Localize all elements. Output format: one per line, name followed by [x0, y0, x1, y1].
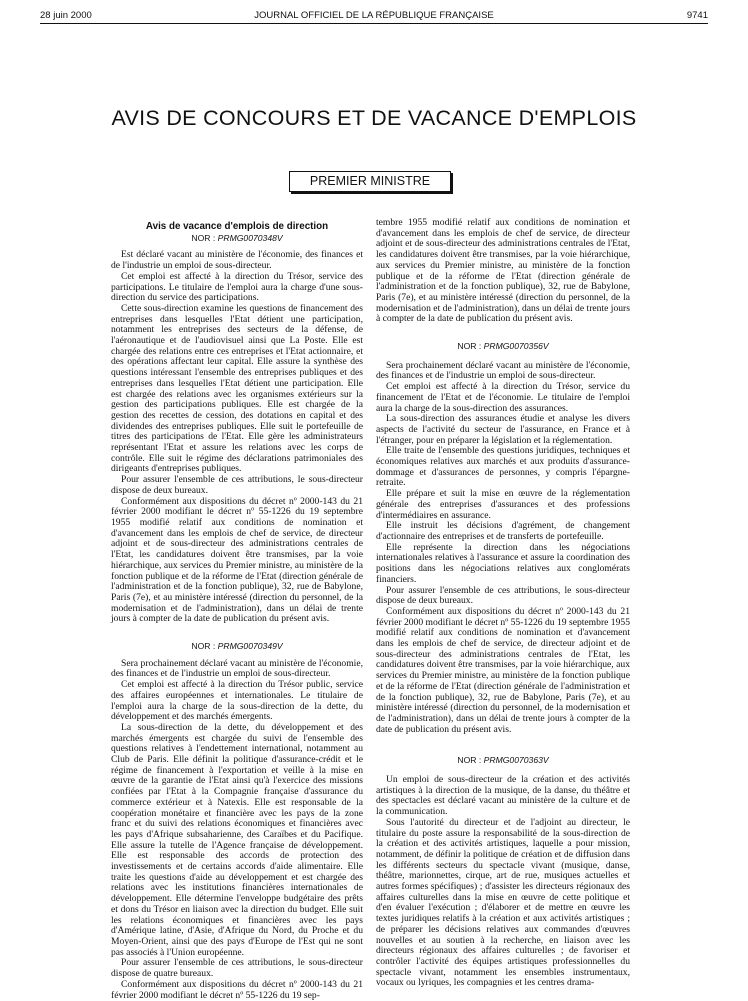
paragraph: La sous-direction de la dette, du développement et des marchés émergents est chargée du suivi de l'ensemble des questions relatives à l'endettement international, notamment au Club de Paris. Elle définit la politique d'assurance-crédit et le régime de financement à l'exportation et veille à la mise en œuvre de la garantie de l'Etat ainsi qu'à l'exercice des missions confiées par l'Etat à la Compagnie française d'assurance du commerce extérieur et à Natexis. Elle est responsable de la coopération monétaire et financière avec les pays de la zone franc et du suivi des relations économiques et financières avec les pays d'Afrique subsaharienne, des Caraïbes et du Pacifique. Elle assure la tutelle de l'Agence française de développement. Elle est responsable des accords de protection des investissements et de certains accords d'aide alimentaire. Elle traite les questions d'aide au développement et est chargée des relations avec les institutions financières internationales de développement. Elle détermine l'enveloppe budgétaire des prêts et dons du Trésor en liaison avec la direction du budget. Elle suit les relations économiques et financières avec les pays d'Amérique latine, d'Asie, d'Afrique du Nord, du Proche et du Moyen-Orient, ainsi que des pays d'Europe de l'Est qui ne sont pas associés à l'Union européenne.	[111, 721, 363, 958]
paragraph: Conformément aux dispositions du décret nº 2000-143 du 21 février 2000 modifiant le décret nº 55-1226 du 19 septembre 1955 modifié relatif aux conditions de nomination et d'avancement dans les emplois de chef de service, de directeur adjoint et de sous-directeur des administrations centrales de l'Etat, les candidatures doivent être transmises, par la voie hiérarchique, aux services du Premier ministre, au ministère de la fonction publique et de la réforme de l'Etat (direction générale de l'administration et de la fonction publique), 32, rue de Babylone, Paris (7e), et au ministère intéressé (direction du personnel, de la modernisation et de l'administration), dans un délai de trente jours à compter de la date de publication du présent avis.	[111, 495, 363, 625]
paragraph: Un emploi de sous-directeur de la création et des activités artistiques à la direction de la musique, de la danse, du théâtre et des spectacles est déclaré vacant au ministère de la culture et de la communication.	[376, 774, 630, 818]
issue-date: 28 juin 2000	[40, 10, 92, 21]
paragraph: tembre 1955 modifié relatif aux conditions de nomination et d'avancement dans les emplois de chef de service, de directeur adjoint et de sous-directeur des administrations centrales de l'Etat, les candidatures doivent être transmises, par la voie hiérarchique, aux services du Premier ministre, au ministère de la fonction publique et de la réforme de l'Etat (direction générale de l'administration et de la fonction publique), 32, rue de Babylone, Paris (7e), et au ministère intéressé (direction du personnel, de la modernisation et de l'administration), dans un délai de trente jours à compter de la date de publication du présent avis.	[376, 217, 630, 325]
paragraph: Conformément aux dispositions du décret nº 2000-143 du 21 février 2000 modifiant le décret nº 55-1226 du 19 sep-	[111, 978, 363, 1001]
paragraph: Sera prochainement déclaré vacant au ministère de l'économie, des finances et de l'industrie un emploi de sous-directeur.	[376, 359, 630, 382]
nor-reference: NOR : PRMG0070363V	[457, 755, 549, 766]
paragraph: Cet emploi est affecté à la direction du Trésor, service des participations. Le titulaire de l'emploi aura la charge d'une sous-direction du service des participations.	[111, 270, 363, 304]
nor-reference: NOR : PRMG0070356V	[457, 341, 549, 352]
paragraph: Cet emploi est affecté à la direction du Trésor, service du financement de l'Etat et de l'économie. Le titulaire de l'emploi aura la charge de la sous-direction des assurances.	[376, 381, 630, 414]
paragraph: Est déclaré vacant au ministère de l'économie, des finances et de l'industrie un emploi de sous-directeur.	[111, 249, 363, 272]
paragraph: Sera prochainement déclaré vacant au ministère de l'économie, des finances et de l'industrie un emploi de sous-directeur.	[111, 657, 363, 680]
section-box: PREMIER MINISTRE	[289, 171, 451, 192]
paragraph: Cette sous-direction examine les questions de financement des entreprises dans lesquelles l'Etat détient une participation, notamment les entreprises des secteurs de la défense, de l'aéronautique et de l'audiovisuel ainsi que La Poste. Elle est chargée des relations entre ces entreprises et l'Etat actionnaire, et des opérations affectant leur capital. Elle assure la synthèse des questions intéressant l'ensemble des entreprises publiques et des entreprises dans lesquelles l'Etat détient une participation. Elle est chargée des relations avec les organismes extérieurs sur la gestion des participations publiques. Elle est chargée de la gestion des recettes de cession, des dotations en capital et des dividendes des entreprises publiques. Elle suit le portefeuille de titres des participations de l'Etat. Elle gère les administrateurs représentant l'Etat et assure les relations avec les corps de contrôle. Elle suit le régime des déclarations patrimoniales des dirigeants d'entreprises publiques.	[111, 302, 363, 475]
paragraph: La sous-direction des assurances étudie et analyse les divers aspects de l'activité du secteur de l'assurance, en France et à l'étranger, pour en préparer la législation et la réglementation.	[376, 413, 630, 446]
notice-heading: Avis de vacance d'emplois de direction	[145, 221, 329, 232]
nor-reference: NOR : PRMG0070349V	[191, 641, 283, 652]
paragraph: Elle représente la direction dans les négociations internationales relatives à l'assurance et assure la coordination des positions dans les négociations relatives aux conglomérats financiers.	[376, 541, 630, 585]
paragraph: Elle traite de l'ensemble des questions juridiques, techniques et économiques relatives aux marchés et aux produits d'assurance-dommage et d'assurances de personnes, y compris l'épargne-retraite.	[376, 445, 630, 489]
left-column	[111, 220, 363, 1001]
page-number: 9741	[686, 10, 708, 21]
paragraph: Elle prépare et suit la mise en œuvre de la réglementation générale des entreprises d'assurances et des professions d'intermédiaires en assurance.	[376, 488, 630, 521]
page-title: AVIS DE CONCOURS ET DE VACANCE D'EMPLOIS	[111, 106, 637, 130]
right-column	[376, 218, 630, 989]
paragraph: Pour assurer l'ensemble de ces attributions, le sous-directeur dispose de quatre bureaux.	[111, 957, 363, 980]
paragraph: Conformément aux dispositions du décret nº 2000-143 du 21 février 2000 modifiant le décret nº 55-1226 du 19 septembre 1955 modifié relatif aux conditions de nomination et d'avancement dans les emplois de chef de service, de directeur adjoint et de sous-directeur des administrations centrales de l'Etat, les candidatures doivent être transmises, par la voie hiérarchique, aux services du Premier ministre, au ministère de la fonction publique et de la réforme de l'Etat (direction générale de l'administration et de la fonction publique), 32, rue de Babylone, Paris (7e), et au ministère intéressé (direction du personnel, de la modernisation et de l'administration), dans un délai de trente jours à compter de la date de publication du présent avis.	[376, 605, 630, 735]
paragraph: Cet emploi est affecté à la direction du Trésor public, service des affaires européennes et internationales. Le titulaire de l'emploi aura la charge de la sous-direction de la dette, du développement et des marchés émergents.	[111, 679, 363, 723]
running-header	[40, 8, 708, 24]
header-rule	[40, 23, 708, 24]
journal-title: JOURNAL OFFICIEL DE LA RÉPUBLIQUE FRANÇAISE	[254, 10, 494, 21]
paragraph: Pour assurer l'ensemble de ces attributions, le sous-directeur dispose de deux bureaux.	[111, 474, 363, 496]
paragraph: Elle instruit les décisions d'agrément, de changement d'actionnaire des entreprises et de transferts de portefeuille.	[376, 520, 630, 542]
paragraph: Pour assurer l'ensemble de ces attributions, le sous-directeur dispose de deux bureaux.	[376, 584, 630, 607]
paragraph: Sous l'autorité du directeur et de l'adjoint au directeur, le titulaire du poste assure la responsabilité de la sous-direction de la création et des activités artistiques, laquelle a pour mission, notamment, de définir la politique de création et de diffusion dans les différents secteurs du spectacle vivant (musique, danse, théâtre, marionnettes, cirque, art de rue, musiques actuelles et autres formes spécifiques) ; d'assister les directeurs régionaux des affaires culturelles dans la mise en œuvre de cette politique et d'en évaluer l'exécution ; d'élaborer et de mettre en œuvre les textes juridiques relatifs à la création et aux activités artistiques ; de préparer les décisions relatives aux commandes d'œuvres nouvelles et au soutien à la recherche, en liaison avec les directeurs régionaux des affaires culturelles ; de favoriser et contrôler l'activité des équipes artistiques professionnelles du spectacle vivant, notamment les ensembles instrumentaux, vocaux ou lyriques, les compagnies et les centres drama-	[376, 816, 630, 989]
nor-reference: NOR : PRMG0070348V	[191, 232, 283, 243]
